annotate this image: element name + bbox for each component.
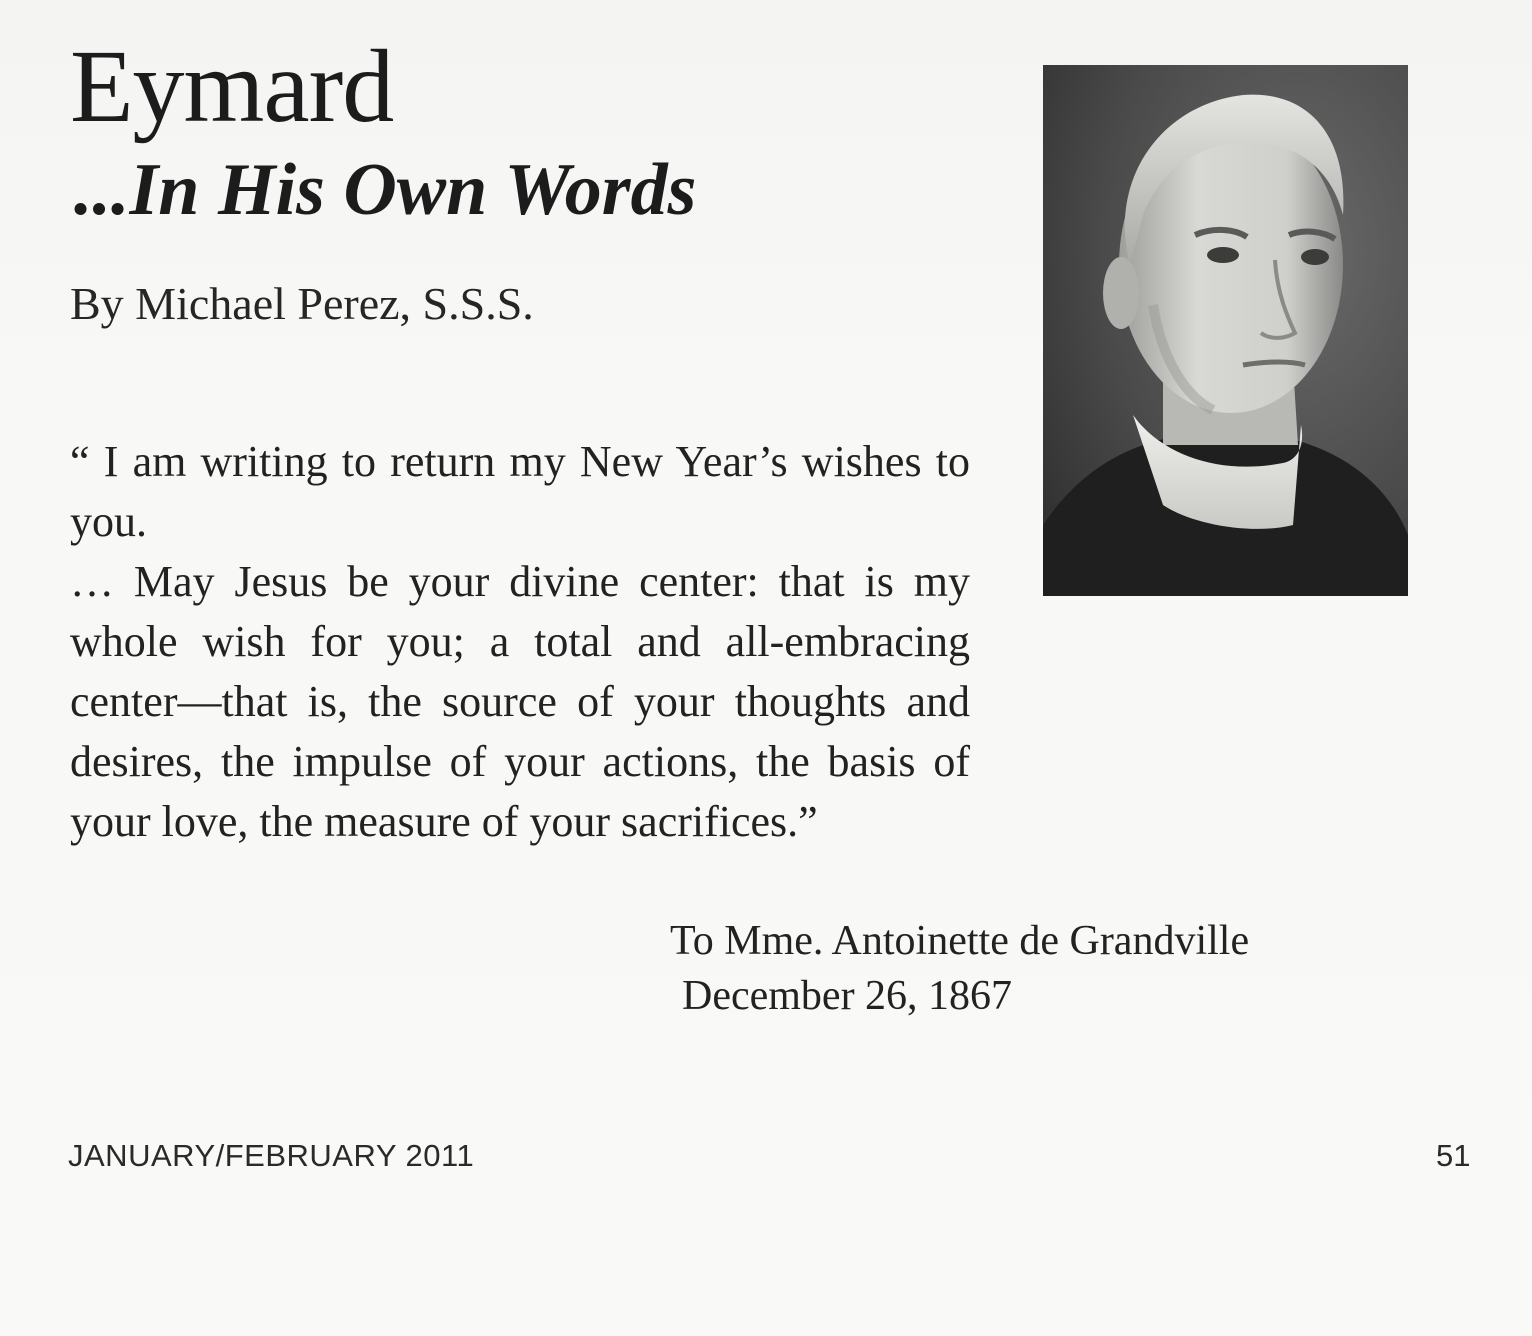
attribution-recipient: To Mme. Antoinette de Grandville xyxy=(670,918,1250,964)
quote-paragraph-2: … May Jesus be your divine center: that is my whole wish for you; a total and all-embracing center—that is, the source of your thoughts and desires, the impulse of your actions, the basis of your love, the measure of your sacrifices.” xyxy=(70,557,970,846)
portrait-illustration xyxy=(1043,65,1408,596)
article-byline: By Michael Perez, S.S.S. xyxy=(70,278,534,329)
quote-attribution xyxy=(670,914,1249,1024)
attribution-date: December 26, 1867 xyxy=(682,973,1013,1019)
footer-page-number: 51 xyxy=(1436,1138,1471,1173)
footer-issue-date: JANUARY/FEBRUARY 2011 xyxy=(68,1138,475,1173)
article-title: Eymard xyxy=(70,29,394,144)
eymard-quote xyxy=(70,432,970,852)
portrait-photo xyxy=(1043,65,1408,596)
quote-paragraph-1: “ I am writing to return my New Year’s wishes to you. xyxy=(70,437,970,546)
article-subtitle: ...In His Own Words xyxy=(74,149,697,231)
